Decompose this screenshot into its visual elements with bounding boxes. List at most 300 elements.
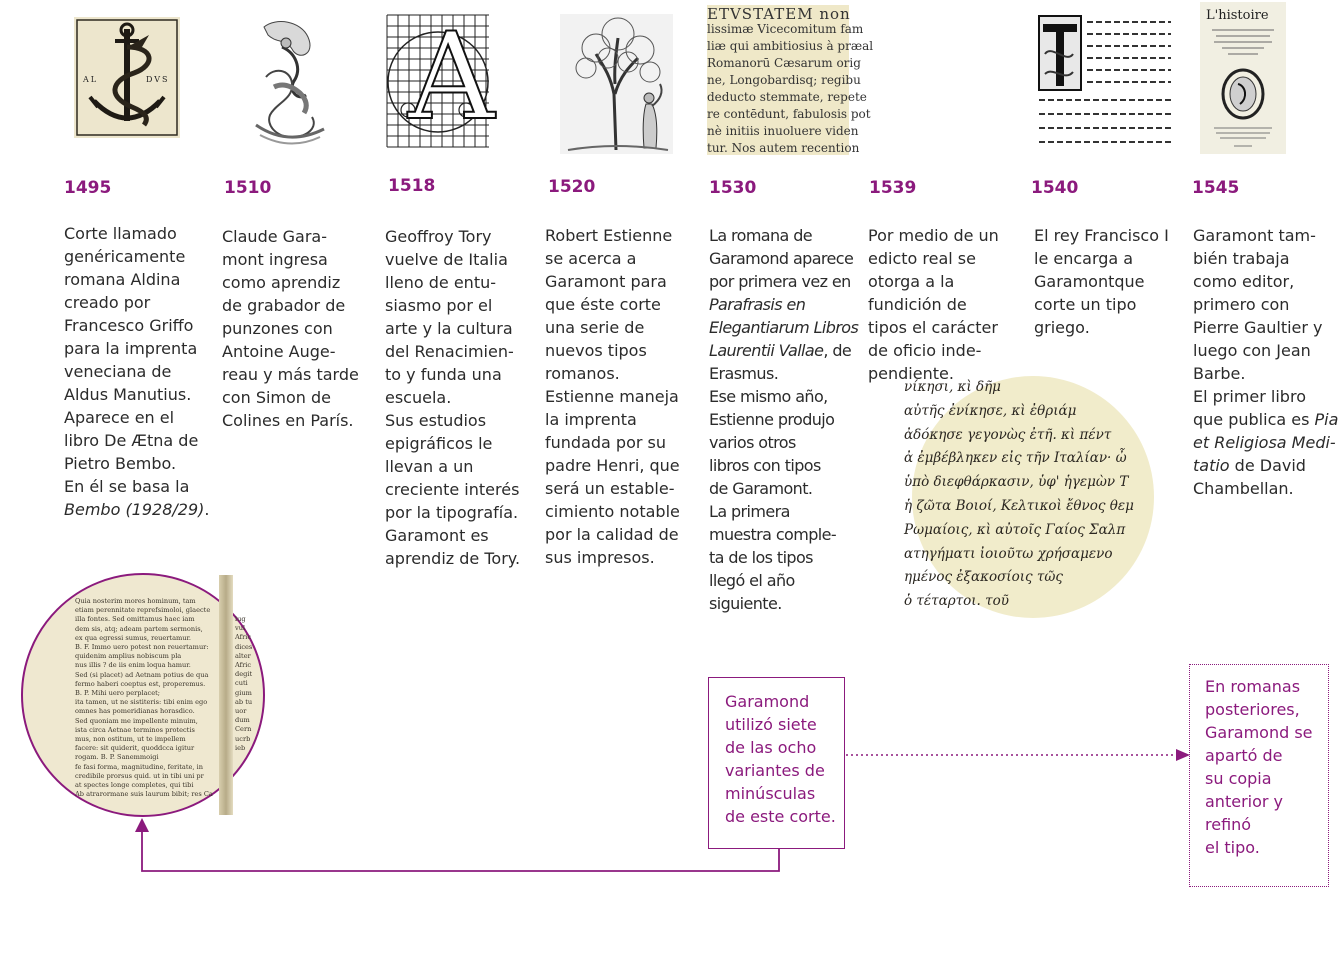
latin-sample-line: facere: sit quiderit, quoddcca igitur	[75, 744, 195, 753]
text-run: Garamontque	[1034, 272, 1145, 291]
latin-sample-line: rogam. B. P. Sanemmoigi	[75, 753, 159, 762]
latin-side-line: Cern	[235, 725, 252, 734]
text-run: fundición de	[868, 295, 967, 314]
text-run: de grabador de	[222, 296, 346, 315]
text-run: .	[204, 500, 210, 519]
entry-text-line	[545, 546, 680, 569]
entry-text-line	[1193, 477, 1338, 500]
roman-text-thumbnail	[707, 5, 874, 155]
entry-text-line	[64, 268, 209, 291]
entry-text-line	[545, 477, 680, 500]
entry-text-line	[868, 270, 999, 293]
text-run: La romana de	[709, 226, 813, 245]
entry-text-line	[545, 316, 680, 339]
text-run: muestra comple-	[709, 525, 837, 544]
text-run: Chambellan.	[1193, 479, 1294, 498]
latin-side-line: Afric	[235, 633, 252, 642]
entry-1495-text	[64, 222, 209, 521]
text-run: de Garamont.	[709, 479, 813, 498]
entry-text-line	[385, 524, 520, 547]
greek-type-sample-circle	[904, 376, 1154, 618]
text-run: reau y más tarde	[222, 365, 359, 384]
greek-sample-line: ημένος ἐξακοσίοις τῶς	[904, 569, 1063, 586]
entry-text-line	[222, 225, 359, 248]
entry-text-line	[1193, 408, 1338, 431]
arrow-to-aldine-sample	[142, 828, 779, 871]
callout-line: posteriores,	[1205, 700, 1300, 719]
entry-text-line	[709, 270, 858, 293]
entry-text-line	[545, 339, 680, 362]
entry-text-line	[64, 337, 209, 360]
entry-text-line	[385, 271, 520, 294]
greek-sample-line: αὐτῆς ἐνίκησε, κὶ ἐθριάμ	[904, 402, 1077, 419]
winged-figure-icon	[246, 17, 331, 151]
entry-1539-text	[868, 224, 999, 385]
text-run: Robert Estienne	[545, 226, 673, 245]
entry-text-line	[709, 362, 858, 385]
latin-sample-line: ex qua egressi sumus, reuertamur.	[75, 633, 192, 642]
text-run: epigráficos le	[385, 434, 493, 453]
text-run: Aparece en el	[64, 408, 175, 427]
callout-refinement	[1189, 664, 1329, 887]
text-run: tipos el carácter	[868, 318, 998, 337]
latin-sample-line: mus, non ostitum, ut te impellem	[75, 735, 186, 744]
entry-text-line	[385, 478, 520, 501]
greek-sample-line: ὑπὸ διεφθάρκασιν, ὑφ' ἡγεμὼν Τ	[904, 474, 1129, 491]
entry-1530-text	[709, 224, 858, 615]
text-run: Antoine Auge-	[222, 342, 336, 361]
aldine-anchor-thumbnail	[74, 17, 180, 138]
latin-side-line: ab tu	[235, 697, 253, 706]
latin-sample-line: Sed (si placet) ad Aetnam potius de qua	[75, 670, 209, 679]
text-run: Garamont tam-	[1193, 226, 1316, 245]
entry-text-line	[1034, 270, 1169, 293]
entry-text-line	[64, 498, 209, 521]
entry-text-line	[709, 477, 858, 500]
entry-text-line	[385, 340, 520, 363]
callout-minusculas	[708, 677, 845, 849]
greek-sample-line: ατηγήματι ἰοιοῦτω χρήσαμενο	[904, 545, 1113, 562]
text-run: cimiento notable	[545, 502, 680, 521]
tree-engraving-thumbnail	[560, 14, 673, 154]
text-run: como editor,	[1193, 272, 1295, 291]
text-run: La primera	[709, 502, 790, 521]
text-run: será un estable-	[545, 479, 675, 498]
entry-text-line	[1193, 454, 1338, 477]
text-run: con Simon de	[222, 388, 332, 407]
callout-line: el tipo.	[1205, 838, 1260, 857]
text-run: Corte llamado	[64, 224, 177, 243]
lhistoire-title: L'histoire	[1206, 8, 1269, 23]
italic-title: tatio	[1193, 456, 1230, 475]
latin-side-line: ieb	[235, 743, 246, 752]
entry-text-line	[709, 523, 858, 546]
entry-text-line	[385, 248, 520, 271]
roman-line: Romanorū Cæsarum orig	[707, 56, 861, 70]
latin-sample-line: B. P. Mihi uero perplacet;	[75, 689, 161, 698]
roman-line: re contēdunt, fabulosis pot	[707, 107, 871, 121]
entry-text-line	[868, 316, 999, 339]
text-run: fundada por su	[545, 433, 667, 452]
text-run: sus impresos.	[545, 548, 655, 567]
entry-text-line	[1034, 224, 1169, 247]
text-run: Francesco Griffo	[64, 316, 194, 335]
text-run: padre Henri, que	[545, 456, 680, 475]
latin-sample-line: quidenim amplius nobiscum pla	[75, 652, 182, 661]
text-run: Erasmus.	[709, 364, 779, 383]
latin-sample-line: ita tamen, ut ne sistiteris: tibi enim ego	[75, 698, 208, 707]
book-gutter	[219, 575, 233, 815]
entry-text-line	[1193, 431, 1338, 454]
text-run: llevan a un	[385, 457, 474, 476]
latin-side-line: alter	[235, 651, 251, 660]
entry-text-line	[222, 317, 359, 340]
entry-text-line	[385, 547, 520, 570]
entry-text-line	[545, 431, 680, 454]
entry-1540-text	[1034, 224, 1169, 339]
entry-text-line	[709, 500, 858, 523]
text-run: libro De Ætna de	[64, 431, 199, 450]
callout-line: de este corte.	[725, 807, 836, 826]
text-run: varios otros	[709, 433, 796, 452]
year-1495: 1495	[64, 178, 112, 198]
callout-line: minúsculas	[725, 784, 816, 803]
greek-sample-line: ὁ τέταρτοι. τοῦ	[904, 593, 1009, 610]
text-run: Barbe.	[1193, 364, 1246, 383]
year-1518: 1518	[388, 176, 436, 196]
tory-letter-a: A	[408, 8, 495, 147]
text-run: Sus estudios	[385, 411, 487, 430]
entry-text-line	[545, 385, 680, 408]
entry-text-line	[1193, 339, 1338, 362]
callout-line: su copia	[1205, 769, 1272, 788]
italic-title: Parafrasis en	[709, 295, 806, 314]
text-run: llegó el año	[709, 571, 795, 590]
entry-text-line	[222, 294, 359, 317]
text-run: la imprenta	[545, 410, 637, 429]
entry-text-line	[1034, 247, 1169, 270]
text-run: creciente interés	[385, 480, 520, 499]
latin-sample-line: omnes has pomeridianas horasdico.	[75, 707, 195, 716]
text-run: creado por	[64, 293, 151, 312]
text-run: escuela.	[385, 388, 452, 407]
entry-text-line	[64, 429, 209, 452]
entry-text-line	[709, 454, 858, 477]
text-run: se acerca a	[545, 249, 637, 268]
entry-text-line	[64, 360, 209, 383]
text-run: arte y la cultura	[385, 319, 513, 338]
entry-text-line	[1193, 270, 1338, 293]
text-run: otorga a la	[868, 272, 955, 291]
latin-sample-line: Sed quoniam me impellente minuim,	[75, 716, 198, 725]
latin-sample-line: credibile prorsus quid. ut in tibi uni pr	[75, 771, 204, 780]
latin-side-text	[235, 615, 265, 753]
callout-line: Garamond se	[1205, 723, 1313, 742]
latin-side-line: dum	[235, 716, 250, 725]
entry-text-line	[1193, 247, 1338, 270]
latin-sample-line: illa fontes. Sed omittamus haec iam	[75, 615, 195, 624]
printer-mark-icon	[1200, 2, 1286, 154]
lhistoire-title-thumbnail	[1200, 2, 1286, 154]
text-run: primero con	[1193, 295, 1290, 314]
text-run: una serie de	[545, 318, 645, 337]
entry-text-line	[1193, 316, 1338, 339]
entry-text-line	[222, 409, 359, 432]
entry-1518-text	[385, 225, 520, 570]
tory-letter-a-thumbnail	[386, 8, 495, 151]
text-run: Estienne maneja	[545, 387, 679, 406]
entry-1510-text	[222, 225, 359, 432]
roman-line: ETVSTATEM non	[707, 5, 851, 23]
callout-line: En romanas	[1205, 677, 1301, 696]
text-run: romana Aldina	[64, 270, 181, 289]
text-run: siasmo por el	[385, 296, 493, 315]
olive-tree-icon	[560, 14, 673, 154]
entry-text-line	[385, 317, 520, 340]
text-run: vuelve de Italia	[385, 250, 508, 269]
latin-side-line: cuti	[235, 679, 248, 688]
entry-text-line	[385, 455, 520, 478]
text-run: to y funda una	[385, 365, 502, 384]
text-run: El rey Francisco I	[1034, 226, 1169, 245]
entry-text-line	[385, 294, 520, 317]
entry-text-line	[1193, 362, 1338, 385]
entry-text-line	[709, 339, 858, 362]
entry-text-line	[545, 523, 680, 546]
entry-text-line	[709, 224, 858, 247]
callout-minusculas-text	[725, 690, 844, 828]
entry-text-line	[64, 222, 209, 245]
text-run: libros con tipos	[709, 456, 821, 475]
entry-text-line	[1193, 293, 1338, 316]
entry-text-line	[868, 339, 999, 362]
text-run: que publica es	[1193, 410, 1315, 429]
greek-sample-line: ἀ ἐμβέβληκεν εἰς τῆν Ιταλίαν· ὦ	[904, 450, 1127, 467]
text-run: Claude Gara-	[222, 227, 328, 246]
latin-sample-line: B. F. Immo uero potest non reuertamur:	[75, 643, 209, 652]
entry-text-line	[545, 224, 680, 247]
entry-text-line	[64, 383, 209, 406]
text-run: le encarga a	[1034, 249, 1134, 268]
text-run: veneciana de	[64, 362, 172, 381]
entry-text-line	[709, 247, 858, 270]
italic-title: Pia	[1314, 410, 1338, 429]
text-run: Geoffroy Tory	[385, 227, 492, 246]
entry-text-line	[385, 432, 520, 455]
year-1510: 1510	[224, 178, 272, 198]
entry-text-line	[709, 293, 858, 316]
aldine-label-al: AL	[83, 75, 99, 84]
entry-text-line	[385, 225, 520, 248]
latin-sample-line: ista circa Aetnae terminos protectis	[75, 725, 195, 734]
entry-text-line	[64, 291, 209, 314]
greek-sample-text	[904, 376, 1174, 614]
entry-text-line	[1193, 385, 1338, 408]
greek-sample-line: Ρωμαίοις, κὶ αὐτοῖς Γαίος Σαλπ	[904, 521, 1126, 538]
entry-text-line	[545, 270, 680, 293]
text-run: aprendiz de Tory.	[385, 549, 521, 568]
italic-title: Bembo (1928/29)	[64, 500, 205, 519]
entry-text-line	[222, 363, 359, 386]
callout-line: utilizó siete	[725, 715, 817, 734]
latin-sample-text	[75, 597, 215, 799]
callout-line: refinó	[1205, 815, 1252, 834]
italic-title: et Religiosa Medi-	[1193, 433, 1336, 452]
roman-line: liæ qui ambitiosius à præal	[707, 39, 874, 53]
entry-text-line	[545, 247, 680, 270]
year-1545: 1545	[1192, 178, 1240, 198]
text-run: nuevos tipos	[545, 341, 647, 360]
aldine-label-dvs: DVS	[146, 75, 170, 84]
entry-text-line	[64, 245, 209, 268]
callout-line: variantes de	[725, 761, 825, 780]
text-run: Aldus Manutius.	[64, 385, 192, 404]
entry-text-line	[545, 500, 680, 523]
entry-1545-text	[1193, 224, 1338, 500]
year-1539: 1539	[869, 178, 917, 198]
entry-text-line	[385, 386, 520, 409]
entry-text-line	[1034, 316, 1169, 339]
text-run: edicto real se	[868, 249, 976, 268]
entry-text-line	[222, 248, 359, 271]
greek-sample-line: νίκησι, κὶ δῆμ	[904, 379, 1001, 395]
entry-1520-text	[545, 224, 680, 569]
text-run: Colines en París.	[222, 411, 354, 430]
text-run: corte un tipo	[1034, 295, 1137, 314]
text-run: por la tipografía.	[385, 503, 519, 522]
greek-page-icon	[1037, 14, 1174, 152]
text-run: de oficio inde-	[868, 341, 982, 360]
text-run: Estienne produjo	[709, 410, 835, 429]
text-run: genéricamente	[64, 247, 186, 266]
year-1540: 1540	[1031, 178, 1079, 198]
entry-text-line	[222, 271, 359, 294]
latin-side-line: uor	[235, 707, 247, 716]
latin-side-line: vul	[235, 624, 246, 633]
entry-text-line	[868, 293, 999, 316]
text-run: Por medio de un	[868, 226, 999, 245]
latin-sample-line: fe fasi forma, magnitudine, feritate, in	[75, 762, 203, 771]
text-run: En él se basa la	[64, 477, 190, 496]
entry-text-line	[709, 408, 858, 431]
text-run: ta de los tipos	[709, 548, 813, 567]
text-run: romanos.	[545, 364, 620, 383]
entry-text-line	[222, 340, 359, 363]
latin-sample-line: fermo haberi coeptus est, properemus.	[75, 679, 206, 688]
italic-title: Laurentii Vallae	[709, 341, 824, 360]
entry-text-line	[545, 454, 680, 477]
text-run: para la imprenta	[64, 339, 198, 358]
roman-line: lissimæ Vicecomitum fam	[707, 22, 864, 36]
arrowhead-right-icon	[1176, 749, 1190, 761]
entry-text-line	[709, 431, 858, 454]
callout-line: anterior y	[1205, 792, 1284, 811]
roman-line: ne, Longobardisq; regibu	[707, 73, 861, 87]
callout-line: de las ocho	[725, 738, 817, 757]
arrowhead-up-icon	[135, 818, 149, 832]
latin-sample-line: dem sis, atq; adeam partem sermonis,	[75, 624, 203, 633]
latin-sample-line: nus illis ? de iis enim loqua hamur.	[75, 661, 191, 670]
latin-side-line: Afric	[235, 661, 252, 670]
entry-text-line	[868, 224, 999, 247]
entry-text-line	[222, 386, 359, 409]
greek-sample-line: ἡ ζῶτα Βοιοί, Κελτικοὶ ἔθνος θεμ	[904, 497, 1134, 514]
text-run: bién trabaja	[1193, 249, 1290, 268]
text-run: lleno de entu-	[385, 273, 497, 292]
text-run: punzones con	[222, 319, 333, 338]
entry-text-line	[709, 569, 858, 592]
text-run: siguiente.	[709, 594, 782, 613]
text-run: , de	[823, 341, 852, 360]
latin-sample-line: Ab atrarormane suis laurum bibit; res Ca	[75, 790, 213, 799]
entry-text-line	[385, 409, 520, 432]
year-1520: 1520	[548, 177, 596, 197]
latin-side-line: dices	[235, 642, 253, 651]
aldine-type-sample-circle	[21, 573, 265, 817]
text-run: griego.	[1034, 318, 1090, 337]
entry-text-line	[64, 452, 209, 475]
entry-text-line	[545, 408, 680, 431]
entry-text-line	[1034, 293, 1169, 316]
entry-text-line	[545, 362, 680, 385]
greek-page-thumbnail	[1037, 14, 1174, 152]
text-run: Pietro Bembo.	[64, 454, 177, 473]
entry-text-line	[709, 316, 858, 339]
engraving-figure-thumbnail	[246, 17, 331, 151]
roman-line: deducto stemmate, repete	[707, 90, 867, 104]
latin-side-line: lug	[235, 615, 246, 623]
text-run: pendiente.	[868, 364, 954, 383]
entry-text-line	[64, 475, 209, 498]
text-run: de David	[1229, 456, 1306, 475]
entry-text-line	[385, 363, 520, 386]
text-run: como aprendiz	[222, 273, 341, 292]
text-run: Garamond aparece	[709, 249, 854, 268]
greek-sample-line: ἀδόκησε γεγονὼς ἐτῆ. κὶ πέντ	[904, 426, 1112, 443]
text-run: El primer libro	[1193, 387, 1306, 406]
text-run: mont ingresa	[222, 250, 328, 269]
text-run: que éste corte	[545, 295, 661, 314]
text-run: Ese mismo año,	[709, 387, 828, 406]
latin-side-line: gium	[235, 688, 252, 697]
entry-text-line	[868, 247, 999, 270]
text-run: Pierre Gaultier y	[1193, 318, 1323, 337]
roman-line: nè initiis inuoluere viden	[707, 124, 859, 138]
callout-line: apartó de	[1205, 746, 1283, 765]
entry-text-line	[709, 385, 858, 408]
text-run: por la calidad de	[545, 525, 679, 544]
roman-line: tur. Nos autem recention	[707, 141, 860, 155]
text-run: Garamont es	[385, 526, 489, 545]
text-run: Garamont para	[545, 272, 667, 291]
italic-title: Elegantiarum Libros	[709, 318, 859, 337]
entry-text-line	[1193, 224, 1338, 247]
callout-refinement-text	[1205, 675, 1328, 859]
entry-text-line	[709, 592, 858, 615]
text-run: por primera vez en	[709, 272, 851, 291]
entry-text-line	[709, 546, 858, 569]
latin-sample-line: Quia nosterim mores hominum, tam	[75, 597, 196, 605]
year-1530: 1530	[709, 178, 757, 198]
entry-text-line	[64, 314, 209, 337]
latin-sample-line: at spectes longe completes, qui tibi	[75, 781, 194, 790]
text-run: del Renacimien-	[385, 342, 514, 361]
text-run: luego con Jean	[1193, 341, 1311, 360]
entry-text-line	[385, 501, 520, 524]
latin-sample-line: etiam perennitate reprefsimoloi, glaecte	[75, 606, 211, 615]
callout-line: Garamond	[725, 692, 810, 711]
latin-side-line: ucrb	[235, 734, 251, 743]
